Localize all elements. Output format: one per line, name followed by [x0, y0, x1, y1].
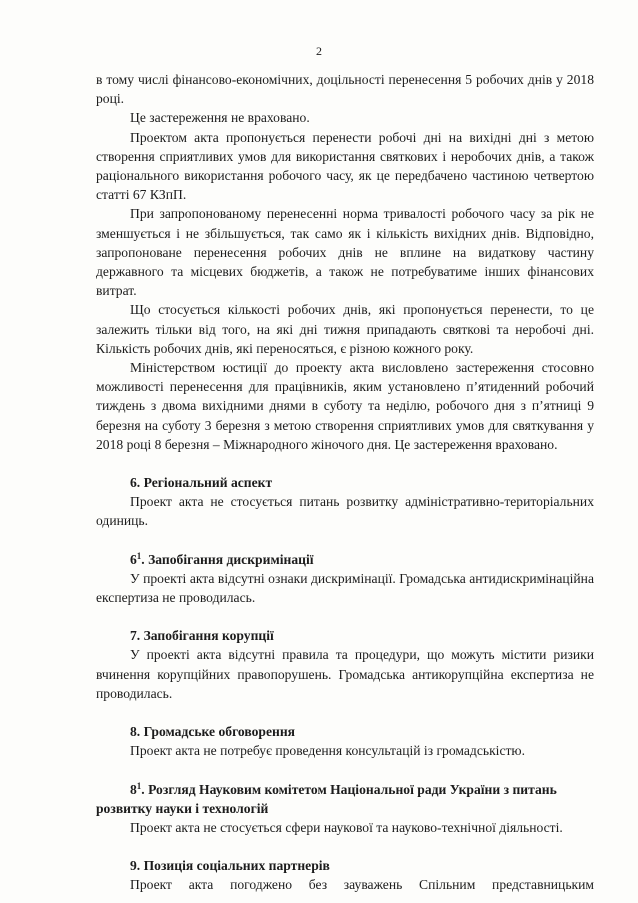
paragraph: Проектом акта пропонується перенести робочі дні на вихідні дні з метою створення сприятливих умов для використання святкових і неробочих днів, а також раціонального використання робочого часу, як це передбачено частиною четвертою статті 67 КЗпП.	[96, 129, 594, 203]
section-heading	[96, 550, 594, 569]
section-number: 6. Регіональний аспект	[130, 475, 273, 491]
section-number: 8. Громадське обговорення	[130, 724, 296, 740]
section-gap	[96, 454, 594, 473]
paragraph: У проекті акта відсутні ознаки дискримінації. Громадська антидискримінаційна експертиза не проводилась.	[96, 570, 594, 606]
section-heading	[96, 626, 594, 645]
section-gap	[96, 837, 594, 856]
paragraph: Проект акта не потребує проведення консультацій із громадськістю.	[130, 743, 525, 759]
paragraph: Проект акта не стосується сфери наукової та науково-технічної діяльності.	[130, 819, 563, 835]
section-superscript: 1	[136, 550, 142, 561]
section-number: 9. Позиція соціальних партнерів	[130, 858, 330, 874]
paragraph: При запропонованому перенесенні норма тривалості робочого часу за рік не зменшується і не збільшується, так само як і кількість вихідних днів. Відповідно, запропоноване перенесення робочих днів не вплине на видаткову частину державного та місцевих бюджетів, а також не потребуватиме інших фінансових витрат.	[96, 206, 594, 299]
section-heading	[96, 722, 594, 741]
section-number: 7. Запобігання корупції	[130, 628, 274, 644]
section-superscript: 1	[136, 780, 142, 791]
document-body	[96, 70, 594, 895]
section-heading	[96, 780, 594, 818]
page-number: 2	[316, 44, 322, 58]
section-title: . Розгляд Науковим комітетом Національної ради України з питань розвитку науки і технологій	[96, 781, 557, 816]
paragraph: Проект акта погоджено без зауважень Спільним представницьким	[130, 877, 594, 893]
paragraph: в тому числі фінансово-економічних, доцільності перенесення 5 робочих днів у 2018 році.	[96, 72, 594, 107]
section-gap	[96, 607, 594, 626]
section-number: 6	[130, 551, 137, 567]
section-heading	[96, 473, 594, 492]
paragraph: Проект акта не стосується питань розвитку адміністративно-територіальних одиниць.	[96, 494, 594, 529]
paragraph: Що стосується кількості робочих днів, які пропонується перенести, то це залежить тільки від того, на які дні тижня припадають святкові та неробочі дні. Кількість робочих днів, які переносяться, є різною кожного року.	[96, 302, 594, 356]
section-gap	[96, 703, 594, 722]
paragraph: У проекті акта відсутні правила та процедури, що можуть містити ризики вчинення корупційних правопорушень. Громадська антикорупційна експертиза не проводилась.	[96, 647, 594, 701]
section-gap	[96, 761, 594, 780]
section-number: 8	[130, 781, 137, 797]
section-title: . Запобігання дискримінації	[141, 551, 314, 567]
section-heading	[96, 856, 594, 875]
paragraph: Це застереження не враховано.	[130, 110, 310, 126]
paragraph: Міністерством юстиції до проекту акта висловлено застереження стосовно можливості перенесення для працівників, яким установлено п’ятиденний робочий тиждень з двома вихідними днями в суботу та неділю, робочого дня з п’ятниці 9 березня на суботу 3 березня з метою створення сприятливих умов для святкування у 2018 році 8 березня – Міжнародного жіночого дня. Це застереження враховано.	[96, 360, 594, 452]
section-gap	[96, 531, 594, 550]
